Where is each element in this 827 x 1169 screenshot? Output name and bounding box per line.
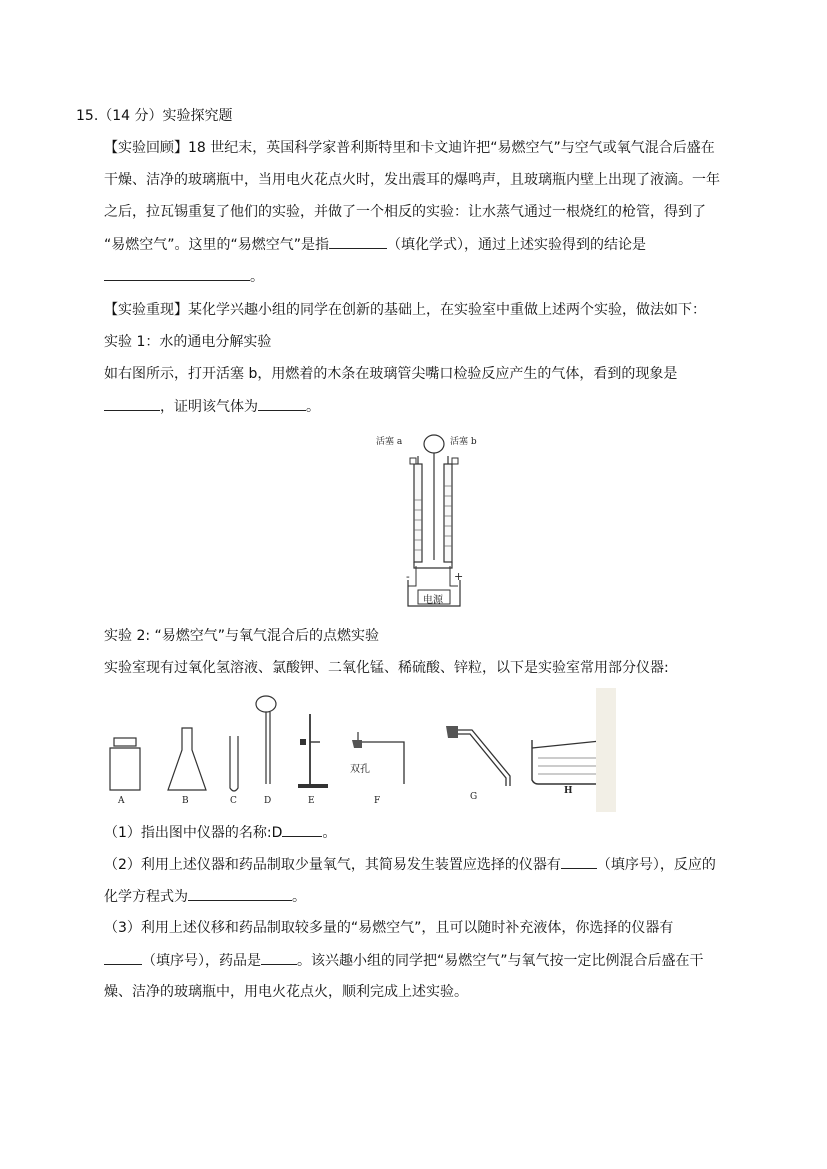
sub-q3-line-3: 燥、洁净的玻璃瓶中，用电火花点火，顺利完成上述实验。 — [104, 984, 468, 1000]
question-heading: 15.（14 分）实验探究题 — [76, 108, 233, 124]
electrolysis-figure — [372, 430, 492, 616]
reagent-blank[interactable] — [261, 950, 297, 965]
negative-pole-label: - — [406, 570, 410, 583]
review-text-4b: （填化学式），通过上述实验得到的结论是 — [387, 237, 647, 253]
exp1-line-2 — [104, 396, 320, 417]
valve-b-label: 活塞 b — [450, 437, 477, 447]
review-text-1: 18 世纪末，英国科学家普利斯特里和卡文迪许把“易燃空气”与空气或氧气混合后盛在 — [188, 140, 715, 156]
apparatus-drawing — [100, 688, 616, 812]
gas-blank[interactable] — [258, 396, 306, 411]
electrolysis-apparatus-drawing — [372, 430, 492, 616]
sub-q1 — [104, 822, 336, 843]
review-line-3: 之后，拉瓦锡重复了他们的实验，并做了一个相反的实验：让水蒸气通过一根烧红的枪管，得到了 — [104, 204, 706, 220]
label-C: C — [230, 796, 237, 806]
exp2-title: 实验 2: “易燃空气”与氧气混合后的点燃实验 — [104, 628, 380, 644]
formula-blank[interactable] — [329, 234, 387, 249]
label-G: G — [470, 792, 478, 802]
exp2-line-1: 实验室现有过氧化氢溶液、氯酸钾、二氧化锰、稀硫酸、锌粒，以下是实验室常用部分仪器: — [104, 660, 669, 676]
sub-q2-text-a: （2）利用上述仪器和药品制取少量氧气，其简易发生装置应选择的仪器有 — [104, 857, 561, 873]
review-tag: 【实验回顾】 — [104, 140, 188, 156]
label-H: H — [564, 786, 573, 796]
sub-q2-line-2 — [104, 886, 306, 907]
sub-q3-text-b: （填序号），药品是 — [142, 953, 261, 969]
label-E: E — [308, 796, 315, 806]
reproduce-line-1 — [104, 300, 706, 320]
conclusion-blank[interactable] — [104, 266, 250, 281]
label-B: B — [182, 796, 189, 806]
review-line-1 — [104, 138, 715, 158]
power-label: 电源 — [423, 595, 443, 606]
double-hole-label: 双孔 — [350, 764, 370, 775]
phenomenon-blank[interactable] — [104, 396, 160, 411]
exp1-text-2b: 。 — [306, 399, 320, 415]
sub-q3-line-2 — [104, 950, 704, 971]
exp1-title: 实验 1：水的通电分解实验 — [104, 334, 272, 350]
valve-a-label: 活塞 a — [376, 437, 403, 447]
sub-q1-text: （1）指出图中仪器的名称:D — [104, 825, 283, 841]
sub-q3-text-c: 。该兴趣小组的同学把“易燃空气”与氧气按一定比例混合后盛在干 — [297, 953, 704, 969]
apparatus-figure — [100, 688, 616, 812]
label-A: A — [118, 796, 125, 806]
review-line-2: 干燥、洁净的玻璃瓶中，当用电火花点火时，发出震耳的爆鸣声，且玻璃瓶内壁上出现了液滴。一年 — [104, 172, 720, 188]
review-line-4 — [104, 234, 646, 255]
sub-q1-end: 。 — [322, 825, 337, 841]
positive-pole-label: + — [454, 570, 464, 583]
label-D: D — [264, 796, 272, 806]
equation-blank[interactable] — [188, 886, 292, 901]
review-text-5: 。 — [250, 269, 264, 285]
review-text-4a: “易燃空气”。这里的“易燃空气”是指 — [104, 237, 330, 253]
sub-q3-line-1: （3）利用上述仪移和药品制取较多量的“易燃空气”，且可以随时补充液体，你选择的仪器有 — [104, 920, 674, 936]
hydrogen-apparatus-blank[interactable] — [104, 950, 142, 965]
sub-q2-text-c: 化学方程式为 — [104, 889, 188, 905]
sub-q2-text-d: 。 — [292, 889, 306, 905]
review-line-5 — [104, 266, 264, 287]
exp1-line-1: 如右图所示，打开活塞 b，用燃着的木条在玻璃管尖嘴口检验反应产生的气体，看到的现象是 — [104, 366, 678, 382]
reproduce-tag: 【实验重现】 — [104, 302, 188, 318]
oxygen-apparatus-blank[interactable] — [561, 854, 597, 869]
sub-q2-text-b: （填序号），反应的 — [596, 857, 716, 873]
exp1-text-2a: ，证明该气体为 — [160, 399, 258, 415]
label-F: F — [374, 796, 381, 806]
d-name-blank[interactable] — [282, 822, 322, 837]
reproduce-text-1: 某化学兴趣小组的同学在创新的基础上，在实验室中重做上述两个实验，做法如下： — [188, 302, 706, 318]
sub-q2-line-1 — [104, 854, 716, 875]
